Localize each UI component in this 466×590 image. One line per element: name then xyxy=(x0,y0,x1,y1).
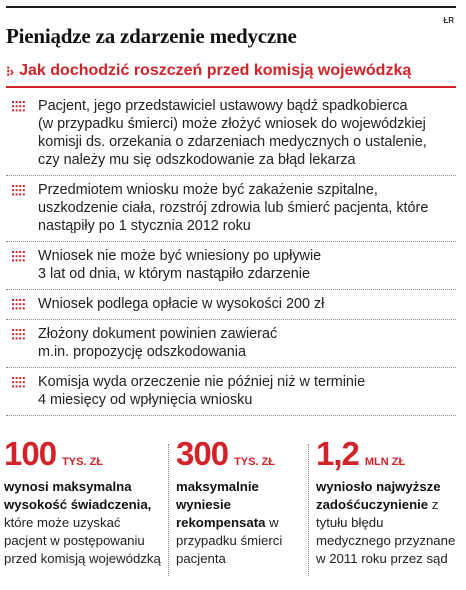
page-title: Pieniądze za zdarzenie medyczne xyxy=(6,24,297,48)
stat-max-benefit xyxy=(4,436,164,568)
dotted-arrow-icon: ⁝› xyxy=(6,62,14,79)
list-item xyxy=(6,92,456,176)
author-credit: ŁR xyxy=(443,16,454,25)
dot-grid-icon xyxy=(12,377,28,389)
stat-description: wyniosło najwyższe zadośćuczynienie z tytułu błędu medycznego przyznane w 2011 roku przez sąd xyxy=(316,479,456,566)
dot-grid-icon xyxy=(12,101,28,113)
stat-divider xyxy=(308,444,309,576)
list-item-text: Wniosek podlega opłacie w wysokości 200 zł xyxy=(38,296,325,312)
stat-description: wynosi maksymalna wysokość świadczenia, które może uzyskać pacjent w postępowaniu przed komisją wojewódzką xyxy=(4,479,161,566)
top-rule xyxy=(6,6,456,8)
stat-unit: MLN ZŁ xyxy=(364,456,406,468)
stat-unit: TYS. ZŁ xyxy=(234,456,276,468)
stat-number: 300 xyxy=(176,435,229,472)
list-item-text: Pacjent, jego przedstawiciel ustawowy bądź spadkobierca (w przypadku śmierci) może złożyć wniosek do wojewódzkiej komisji ds. orzekania o zdarzeniach medycznych o ustalenie, czy należy mu się odszkodowanie za błąd lekarza xyxy=(38,98,427,168)
stat-number: 1,2 xyxy=(316,435,359,472)
dot-grid-icon xyxy=(12,251,28,263)
steps-list xyxy=(6,92,456,416)
list-item-text: Wniosek nie może być wniesiony po upływie 3 lat od dnia, w którym nastąpiło zdarzenie xyxy=(38,248,322,282)
list-item xyxy=(6,368,456,416)
stat-unit: TYS. ZŁ xyxy=(62,456,104,468)
list-item-text: Złożony dokument powinien zawierać m.in. propozycję odszkodowania xyxy=(38,326,278,360)
stat-description: maksymalnie wyniesie rekompensata w przypadku śmierci pacjenta xyxy=(176,479,283,566)
dot-grid-icon xyxy=(12,329,28,341)
list-item xyxy=(6,176,456,242)
stat-divider xyxy=(168,444,169,576)
stat-compensation xyxy=(176,436,302,568)
dot-grid-icon xyxy=(12,299,28,311)
stats-row xyxy=(0,436,466,586)
list-item-text: Przedmiotem wniosku może być zakażenie szpitalne, uszkodzenie ciała, rozstrój zdrowia lub śmierć pacjenta, które nastąpiły po 1 stycznia 2012 roku xyxy=(38,182,429,234)
stat-number: 100 xyxy=(4,435,57,472)
subtitle-text: Jak dochodzić roszczeń przed komisją wojewódzką xyxy=(19,62,412,79)
list-item xyxy=(6,290,456,320)
list-item xyxy=(6,242,456,290)
list-item-text: Komisja wyda orzeczenie nie później niż w terminie 4 miesięcy od wpłynięcia wniosku xyxy=(38,374,366,408)
subtitle-rule xyxy=(6,86,456,88)
dot-grid-icon xyxy=(12,185,28,197)
stat-highest-award xyxy=(316,436,458,568)
section-subtitle xyxy=(6,62,411,80)
list-item xyxy=(6,320,456,368)
